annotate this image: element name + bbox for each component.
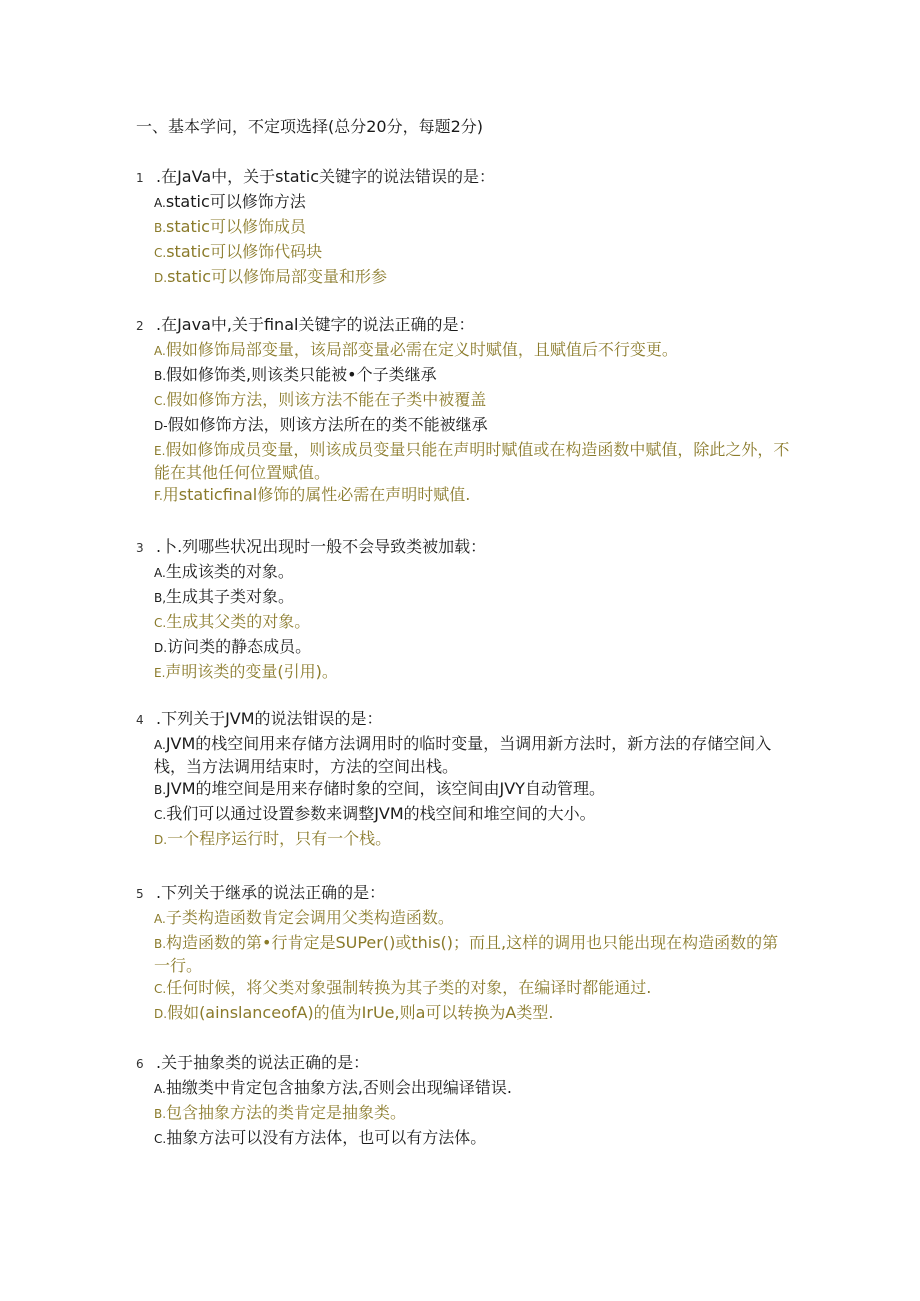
option-label: C. bbox=[154, 394, 167, 408]
question-stem bbox=[0, 314, 920, 339]
question-text: .在Java中,关于final关键字的说法正确的是： bbox=[156, 315, 475, 334]
option-label: D. bbox=[154, 1007, 168, 1021]
option-2-4 bbox=[0, 414, 920, 439]
option-3-1 bbox=[0, 561, 920, 586]
option-text: static可以修饰方法 bbox=[165, 192, 306, 211]
question-1 bbox=[0, 166, 920, 291]
option-text: 声明该类的变量(引用)。 bbox=[165, 662, 338, 681]
question-number: 1 bbox=[136, 171, 144, 185]
question-text: .在JaVa中，关于static关键字的说法错误的是： bbox=[156, 167, 496, 186]
option-6-1 bbox=[0, 1077, 920, 1102]
option-5-2 bbox=[0, 932, 920, 977]
option-1-2 bbox=[0, 216, 920, 241]
option-label: A. bbox=[154, 566, 166, 580]
option-text: 用staticfinal修饰的属性必需在声明时赋值. bbox=[162, 485, 471, 504]
question-number: 2 bbox=[136, 319, 144, 333]
question-stem bbox=[0, 536, 920, 561]
option-text: 假如修饰类,则该类只能被•个子类继承 bbox=[166, 365, 437, 384]
option-text: JVM的栈空间用来存储方法调用时的临时变量，当调用新方法时，新方法的存储空间入栈，当方法调用结束时，方法的空间出栈。 bbox=[154, 734, 772, 776]
option-3-2 bbox=[0, 586, 920, 611]
option-label: C. bbox=[154, 982, 167, 996]
option-label: B. bbox=[154, 937, 167, 951]
option-text: 假如(ainslanceofA)的值为IrUe,则a可以转换为A类型. bbox=[167, 1003, 554, 1022]
option-5-3 bbox=[0, 977, 920, 1002]
option-text: 抽缴类中肯定包含抽象方法,否则会出现编译错误. bbox=[165, 1078, 512, 1097]
question-number: 5 bbox=[136, 887, 144, 901]
option-4-3 bbox=[0, 803, 920, 828]
option-1-1 bbox=[0, 191, 920, 216]
question-stem bbox=[0, 1052, 920, 1077]
section-title: 一、基本学问，不定项选择(总分20分，每题2分) bbox=[136, 117, 484, 136]
option-1-3 bbox=[0, 241, 920, 266]
option-text: JVM的堆空间是用来存储时象的空间，该空间由JVY自动管理。 bbox=[166, 779, 605, 798]
option-label: E. bbox=[154, 444, 166, 458]
option-5-4 bbox=[0, 1002, 920, 1027]
option-1-4 bbox=[0, 266, 920, 291]
option-text: 构造函数的第•行肯定是SUPer()或this()；而且,这样的调用也只能出现在构造函数的第一行。 bbox=[154, 933, 779, 975]
question-number: 6 bbox=[136, 1057, 144, 1071]
option-label: D- bbox=[154, 419, 168, 433]
option-text: 我们可以通过设置参数来调整JVM的栈空间和堆空间的大小。 bbox=[166, 804, 596, 823]
option-text: 假如修饰局部变量，该局部变量必需在定义时赋值，且赋值后不行变更。 bbox=[165, 340, 678, 359]
option-text: 包含抽象方法的类肯定是抽象类。 bbox=[166, 1103, 407, 1122]
option-label: B. bbox=[154, 783, 167, 797]
option-label: C. bbox=[154, 808, 167, 822]
option-label: A. bbox=[154, 738, 166, 752]
option-2-3 bbox=[0, 389, 920, 414]
option-label: B. bbox=[154, 1107, 167, 1121]
option-text: 抽象方法可以没有方法体，也可以有方法体。 bbox=[166, 1128, 487, 1147]
option-2-6 bbox=[0, 484, 920, 509]
question-number: 3 bbox=[136, 541, 144, 555]
option-text: 子类构造函数肯定会调用父类构造函数。 bbox=[165, 908, 454, 927]
option-label: C. bbox=[154, 1132, 167, 1146]
option-label: A. bbox=[154, 1082, 166, 1096]
question-2 bbox=[0, 314, 920, 509]
option-4-2 bbox=[0, 778, 920, 803]
option-label: D. bbox=[154, 833, 168, 847]
question-stem bbox=[0, 882, 920, 907]
option-4-4 bbox=[0, 828, 920, 853]
option-text: 假如修饰成员变量，则该成员变量只能在声明时赋值或在构造函数中赋值，除此之外，不能在其他任何位置赋值。 bbox=[154, 440, 790, 482]
option-label: D. bbox=[154, 641, 168, 655]
option-label: A. bbox=[154, 344, 166, 358]
option-2-5 bbox=[0, 439, 920, 484]
option-text: static可以修饰代码块 bbox=[166, 242, 323, 261]
option-2-2 bbox=[0, 364, 920, 389]
option-text: 假如修饰方法，则该方法所在的类不能被继承 bbox=[167, 415, 488, 434]
question-text: .下列关于JVM的说法钳误的是： bbox=[156, 709, 383, 728]
question-text: .下列关于继承的说法正确的是： bbox=[156, 883, 386, 902]
option-6-3 bbox=[0, 1127, 920, 1152]
option-text: 生成该类的对象。 bbox=[165, 562, 294, 581]
option-text: 一个程序运行时，只有一个栈。 bbox=[167, 829, 392, 848]
option-text: 任何时候，将父类对象强制转换为其子类的对象，在编译时都能通过. bbox=[166, 978, 652, 997]
question-3 bbox=[0, 536, 920, 686]
option-4-1 bbox=[0, 733, 920, 778]
option-3-4 bbox=[0, 636, 920, 661]
option-label: F. bbox=[154, 489, 163, 503]
option-label: A. bbox=[154, 196, 166, 210]
option-label: A. bbox=[154, 912, 166, 926]
option-text: 访问类的静态成员。 bbox=[167, 637, 312, 656]
question-text: .卜.列哪些状况出现时一般不会导致类被加载： bbox=[156, 537, 487, 556]
option-5-1 bbox=[0, 907, 920, 932]
option-2-1 bbox=[0, 339, 920, 364]
question-number: 4 bbox=[136, 713, 144, 727]
option-label: C. bbox=[154, 246, 167, 260]
question-stem bbox=[0, 708, 920, 733]
question-6 bbox=[0, 1052, 920, 1152]
option-label: E. bbox=[154, 666, 166, 680]
option-label: C. bbox=[154, 616, 167, 630]
option-3-3 bbox=[0, 611, 920, 636]
option-text: static可以修饰局部变量和形参 bbox=[167, 267, 387, 286]
option-label: B, bbox=[154, 591, 167, 605]
option-text: 生成其子类对象。 bbox=[166, 587, 295, 606]
question-5 bbox=[0, 882, 920, 1027]
question-text: .关于抽象类的说法正确的是： bbox=[156, 1053, 370, 1072]
question-4 bbox=[0, 708, 920, 853]
option-label: B. bbox=[154, 221, 167, 235]
option-label: D. bbox=[154, 271, 168, 285]
option-6-2 bbox=[0, 1102, 920, 1127]
question-stem bbox=[0, 166, 920, 191]
option-text: 生成其父类的对象。 bbox=[166, 612, 311, 631]
option-3-5 bbox=[0, 661, 920, 686]
option-label: B. bbox=[154, 369, 167, 383]
option-text: static可以修饰成员 bbox=[166, 217, 306, 236]
option-text: 假如修饰方法，则该方法不能在子类中被覆盖 bbox=[166, 390, 487, 409]
